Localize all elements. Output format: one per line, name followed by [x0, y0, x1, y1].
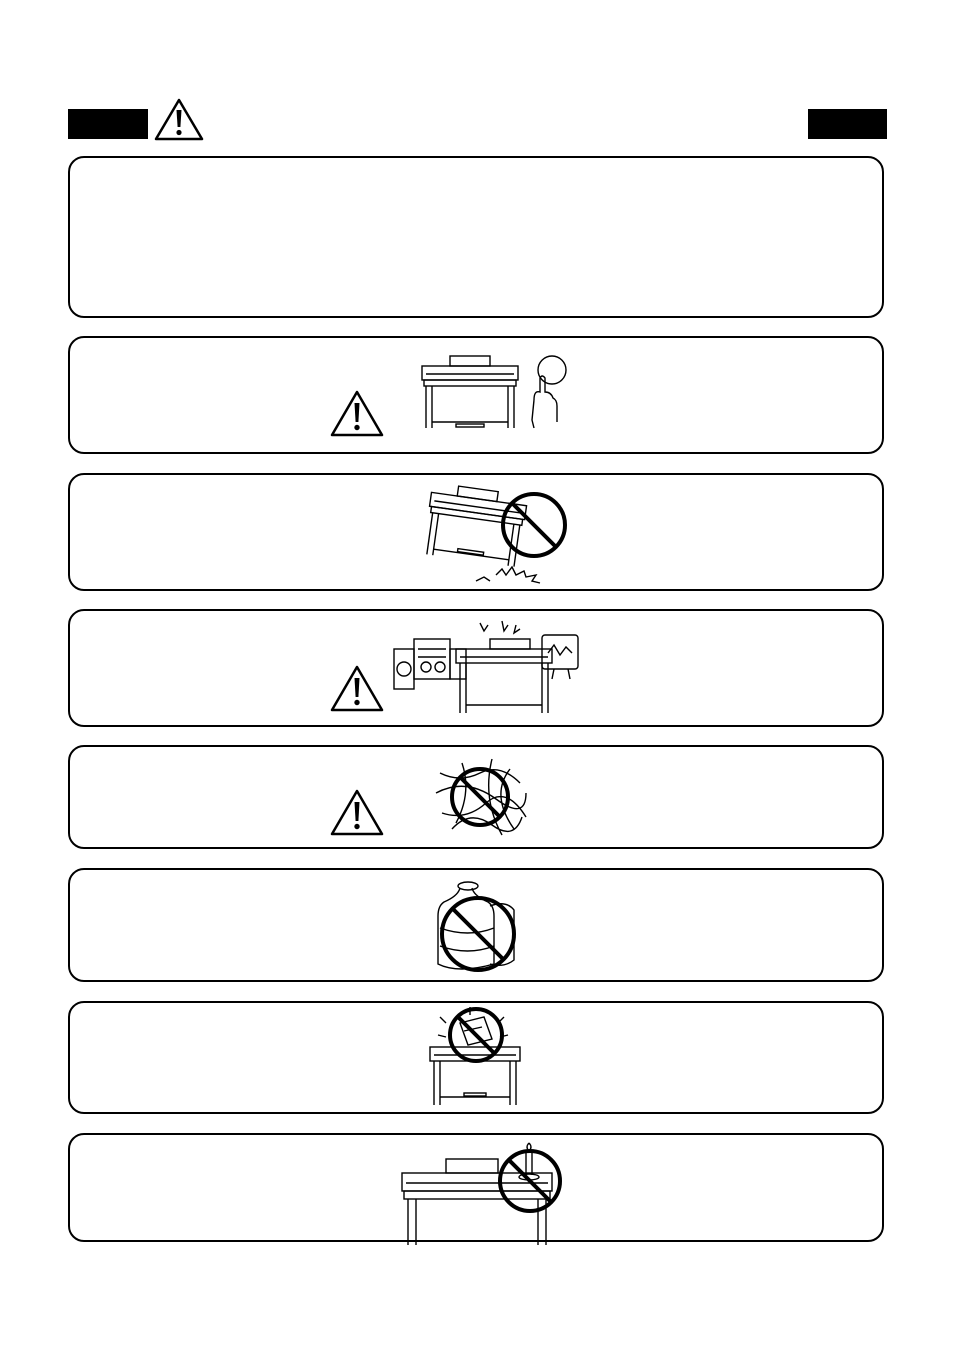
piano-falling-prohibited-icon — [416, 485, 576, 585]
header-left-label-bar — [68, 109, 148, 139]
tilt-panel — [68, 473, 884, 591]
header-right-label-bar — [808, 109, 887, 139]
liquids-panel — [68, 868, 884, 982]
cables-panel — [68, 745, 884, 849]
piano-near-audio-tv-icon — [392, 619, 582, 719]
warning-triangle-icon — [330, 789, 384, 837]
tangled-cords-prohibited-icon — [432, 753, 532, 843]
warning-triangle-icon — [154, 98, 204, 142]
interference-panel — [68, 609, 884, 727]
objects-on-piano-prohibited-icon — [420, 1001, 530, 1111]
intro-panel — [68, 156, 884, 318]
warning-triangle-icon — [330, 665, 384, 713]
warning-triangle-icon — [330, 390, 384, 438]
candle-on-piano-prohibited-icon — [390, 1141, 560, 1251]
heavy-objects-panel — [68, 1001, 884, 1114]
piano-with-power-button-icon — [416, 352, 576, 442]
candle-panel — [68, 1133, 884, 1242]
vase-containers-prohibited-icon — [434, 878, 534, 978]
power-panel — [68, 336, 884, 454]
